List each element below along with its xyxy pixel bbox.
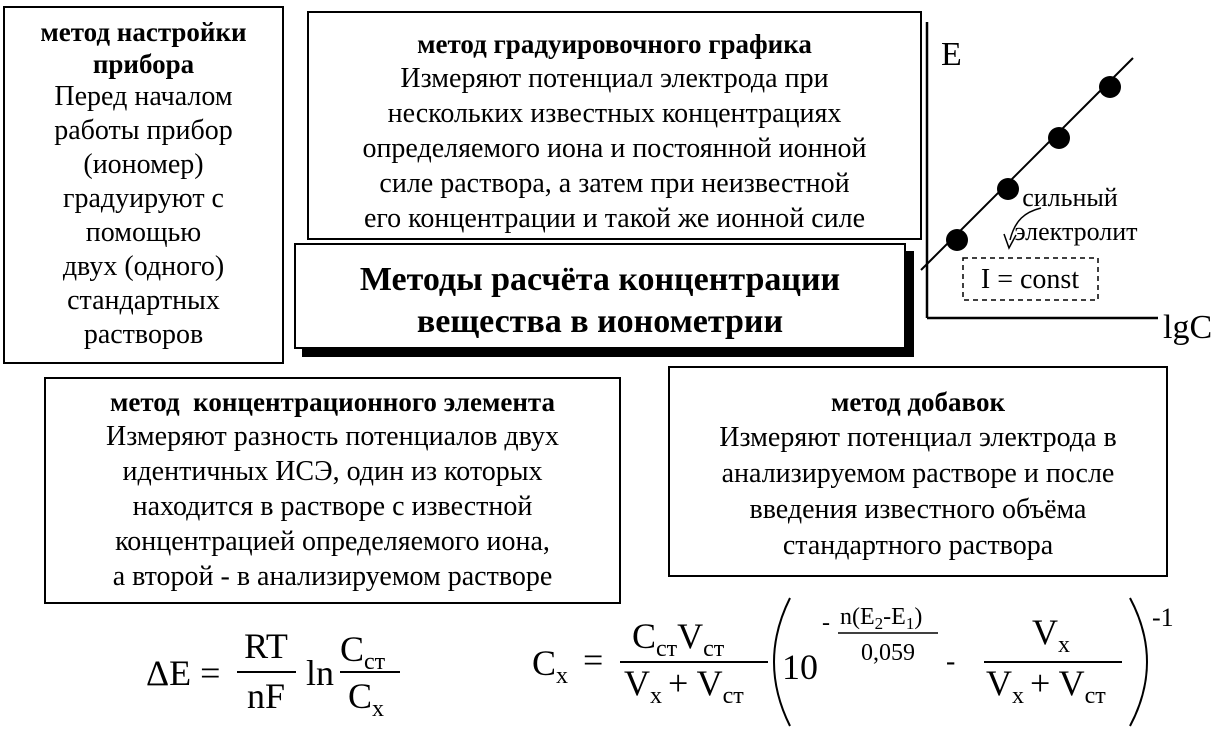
formula2-den-sub2: ст <box>722 683 744 709</box>
formula2-frac2-den-sub1: x <box>1012 683 1024 709</box>
formula2-num-sub2: ст <box>703 636 725 662</box>
formula2-exp-mid: -E <box>883 604 906 630</box>
formula2-frac2-den-sub2: ст <box>1084 683 1106 709</box>
addition-method-line: Измеряют потенциал электрода в <box>719 422 1117 453</box>
formula2-exp-n: n(E <box>840 604 875 630</box>
formula2-num-v: V <box>677 616 704 656</box>
formula2-exp-den: 0,059 <box>861 640 915 666</box>
formula2-exp-close: ) <box>914 604 923 630</box>
calibration-point <box>997 178 1019 200</box>
calibration-method-box <box>307 11 922 240</box>
standard-addition-formula <box>532 598 1174 726</box>
formula2-den-v: V <box>624 663 650 703</box>
formula2-c: C <box>532 643 557 683</box>
formula1-x-subscript: x <box>372 696 385 722</box>
main-title-line-2: вещества в ионометрии <box>416 303 784 340</box>
formulas <box>0 590 1219 734</box>
formula1-rt: RT <box>244 626 288 666</box>
formula1-c-st <box>340 629 386 675</box>
formula2-exp-sub2: 1 <box>905 614 915 633</box>
main-title-box <box>294 243 906 349</box>
formula2-num-sub1: ст <box>656 636 678 662</box>
calibration-point <box>1048 127 1070 149</box>
x-axis-label: lgC <box>1163 309 1213 346</box>
formula1-st-subscript: ст <box>364 649 386 675</box>
addition-method-box <box>668 366 1168 577</box>
formula1-c: C <box>340 629 365 669</box>
formula2-exp-sub1: 2 <box>874 614 884 633</box>
calibration-method-title: метод градуировочного графика <box>417 29 812 59</box>
formula1-ln: ln <box>306 653 335 693</box>
setup-method-line: стандартных <box>67 285 220 316</box>
setup-method-line: градуируют с <box>63 183 224 214</box>
concentration-cell-method-line: идентичных ИСЭ, один из которых <box>122 456 543 487</box>
calibration-point <box>1099 76 1121 98</box>
setup-method-box <box>3 6 284 364</box>
formula2-denominator <box>624 663 744 709</box>
formula1-nf: nF <box>246 676 286 716</box>
setup-method-title-1: метод настройки <box>40 17 247 47</box>
formula2-second-denominator <box>986 663 1106 709</box>
y-axis-label: E <box>941 36 962 73</box>
formula2-minus: - <box>946 646 956 677</box>
setup-method-line: помощью <box>85 217 202 248</box>
calibration-point <box>946 229 968 251</box>
formula2-num-c: C <box>632 616 657 656</box>
concentration-cell-method-line: концентрацией определяемого иона, <box>115 526 550 557</box>
formula1-c-x <box>348 676 384 722</box>
formula1-c2: C <box>348 676 373 716</box>
addition-method-line: стандартного раствора <box>782 530 1054 561</box>
formula2-power: -1 <box>1152 603 1174 632</box>
formula2-frac2-sub: x <box>1058 632 1070 658</box>
formula2-frac2-den-v: V <box>986 663 1012 703</box>
concentration-cell-method-line: находится в растворе с известной <box>132 491 533 522</box>
main-title-line-1: Методы расчёта концентрации <box>359 261 841 298</box>
formula2-right-paren <box>1130 598 1147 726</box>
potential-difference-formula <box>146 626 400 722</box>
addition-method-title: метод добавок <box>830 387 1006 417</box>
formula2-numerator <box>632 616 725 662</box>
annotation-line-2: электролит <box>1014 217 1138 246</box>
calibration-method-line: его концентрации и такой же ионной силе <box>363 203 866 234</box>
formula2-ten: 10 <box>782 647 818 687</box>
concentration-cell-method-line: Измеряют разность потенциалов двух <box>106 421 559 452</box>
formula2-lhs <box>532 643 568 689</box>
setup-method-line: двух (одного) <box>62 251 225 282</box>
concentration-cell-method-box <box>44 377 621 604</box>
formula2-den-plus: + V <box>668 663 723 703</box>
calibration-method-line: нескольких известных концентрациях <box>387 98 842 129</box>
setup-method-line: растворов <box>83 319 204 350</box>
setup-method-line: Перед началом <box>54 81 233 112</box>
calibration-method-line: силе раствора, а затем при неизвестной <box>379 168 850 199</box>
formula2-den-sub1: x <box>650 683 662 709</box>
formula2-frac2-v: V <box>1032 612 1058 652</box>
setup-method-title-2: прибора <box>92 49 195 79</box>
concentration-cell-method-line: а второй - в анализируемом растворе <box>112 561 553 592</box>
calibration-method-line: Измеряют потенциал электрода при <box>400 63 829 94</box>
concentration-cell-method-title: метод концентрационного элемента <box>109 387 556 417</box>
formula2-frac2-den-plus: + V <box>1030 663 1085 703</box>
setup-method-line: (иономер) <box>83 149 204 180</box>
calibration-method-line: определяемого иона и постоянной ионной <box>362 133 867 164</box>
formula1-lhs: ΔE = <box>146 653 221 693</box>
annotation-line-1: сильный <box>1022 183 1118 212</box>
addition-method-line: анализируемом растворе и после <box>721 458 1115 489</box>
formula2-eq: = <box>583 640 604 680</box>
formula2-exp-numerator <box>840 604 922 633</box>
formula2-x-subscript: x <box>556 663 569 689</box>
formula2-second-numerator <box>1032 612 1070 658</box>
addition-method-line: введения известного объёма <box>749 494 1087 525</box>
condition-text: I = const <box>980 264 1080 295</box>
setup-method-line: работы прибор <box>54 115 233 146</box>
formula2-exp-sign: - <box>822 610 830 636</box>
calibration-graph <box>915 20 1215 370</box>
